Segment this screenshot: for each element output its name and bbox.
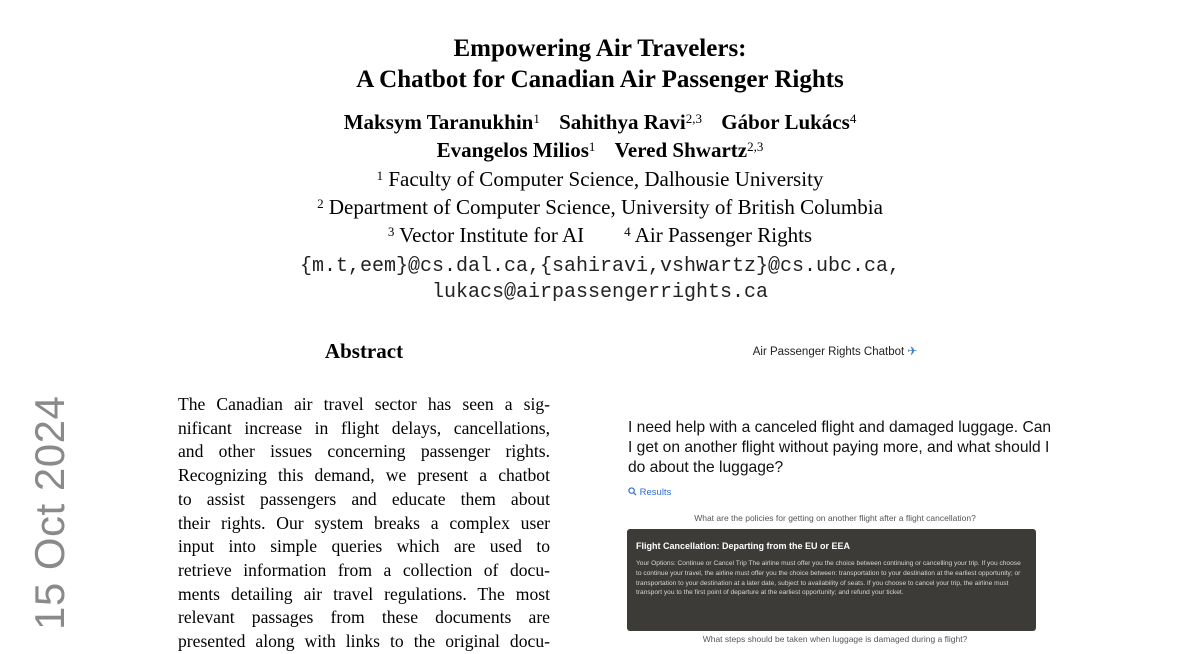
author: Evangelos Milios$^1$ [436, 138, 596, 162]
airplane-icon: ✈ [907, 344, 918, 358]
result-card[interactable] [627, 529, 1036, 631]
affiliation: $^2$ Department of Computer Science, University of British Columbia [317, 195, 883, 219]
results-link[interactable]: Results [628, 487, 671, 498]
abstract-line: The Canadian air travel sector has seen a sig- [178, 394, 550, 414]
abstract-line: relevant passages from these documents are [178, 607, 550, 628]
affiliation: $^1$ Faculty of Computer Science, Dalhousie University [376, 167, 824, 191]
author-list-line2 [0, 136, 1200, 164]
abstract-line: presented along with links to the original docu- [178, 631, 550, 652]
abstract-line: their rights. Our system breaks a complex user [178, 512, 550, 533]
author-emails-line2: lukacs@airpassengerrights.ca [431, 281, 769, 304]
author-emails-line1: {m.t,eem}@cs.dal.ca,{sahiravi,vshwartz}@cs.ubc.ca, [299, 255, 901, 278]
chatbot-title: Air Passenger Rights Chatbot ✈ [752, 344, 918, 358]
abstract-line: and other issues concerning passenger rights. [178, 441, 550, 462]
paper-title-line2: A Chatbot for Canadian Air Passenger Rights [356, 66, 844, 93]
abstract-line: nificant increase in flight delays, cancellations, [178, 417, 550, 438]
author: Vered Shwartz$^{2,3}$ [614, 138, 764, 162]
abstract-line: Recognizing this demand, we present a chatbot [178, 465, 550, 486]
abstract-line: to assist passengers and educate them about [178, 488, 550, 509]
author-list-line1 [0, 108, 1200, 136]
author: Gábor Lukács$^4$ [721, 110, 857, 134]
user-question: I need help with a canceled flight and damaged luggage. Can I get on another flight without paying more, and what should I do about the luggage? [628, 419, 1052, 476]
abstract-body [178, 393, 550, 654]
result-card-body: Your Options: Continue or Cancel Trip The airline must offer you the choice between continuing or cancelling your trip. If you choose to continue your travel, the airline must offer you the choice between: transportation to your destination at the earliest opportunity; or transportation to your destination at a later date, subject to availability of seats. If you choose to cancel your trip, the airline must transport you to the first point of departure at the earliest opportunity; and refund your ticket. [636, 560, 1021, 597]
chatbot-figure [615, 338, 1055, 648]
affiliation: $^3$ Vector Institute for AI $^4$ Air Passenger Rights [387, 223, 813, 247]
sub-query: What steps should be taken when luggage is damaged during a flight? [702, 634, 968, 644]
abstract-heading: Abstract [324, 339, 404, 363]
search-icon [628, 487, 637, 496]
abstract-line: ments detailing air travel regulations. The most [178, 583, 550, 604]
author: Sahithya Ravi$^{2,3}$ [559, 110, 702, 134]
result-card-title: Flight Cancellation: Departing from the EU or EEA [636, 541, 851, 551]
paper-title-line1: Empowering Air Travelers: [453, 35, 747, 62]
abstract-line: retrieve information from a collection of docu- [178, 559, 550, 580]
sub-query: What are the policies for getting on another flight after a flight cancellation? [694, 513, 976, 523]
author: Maksym Taranukhin$^1$ [343, 110, 540, 134]
abstract-line: input into simple queries which are used to [178, 536, 550, 557]
arxiv-date-watermark: 15 Oct 2024 [26, 395, 73, 630]
